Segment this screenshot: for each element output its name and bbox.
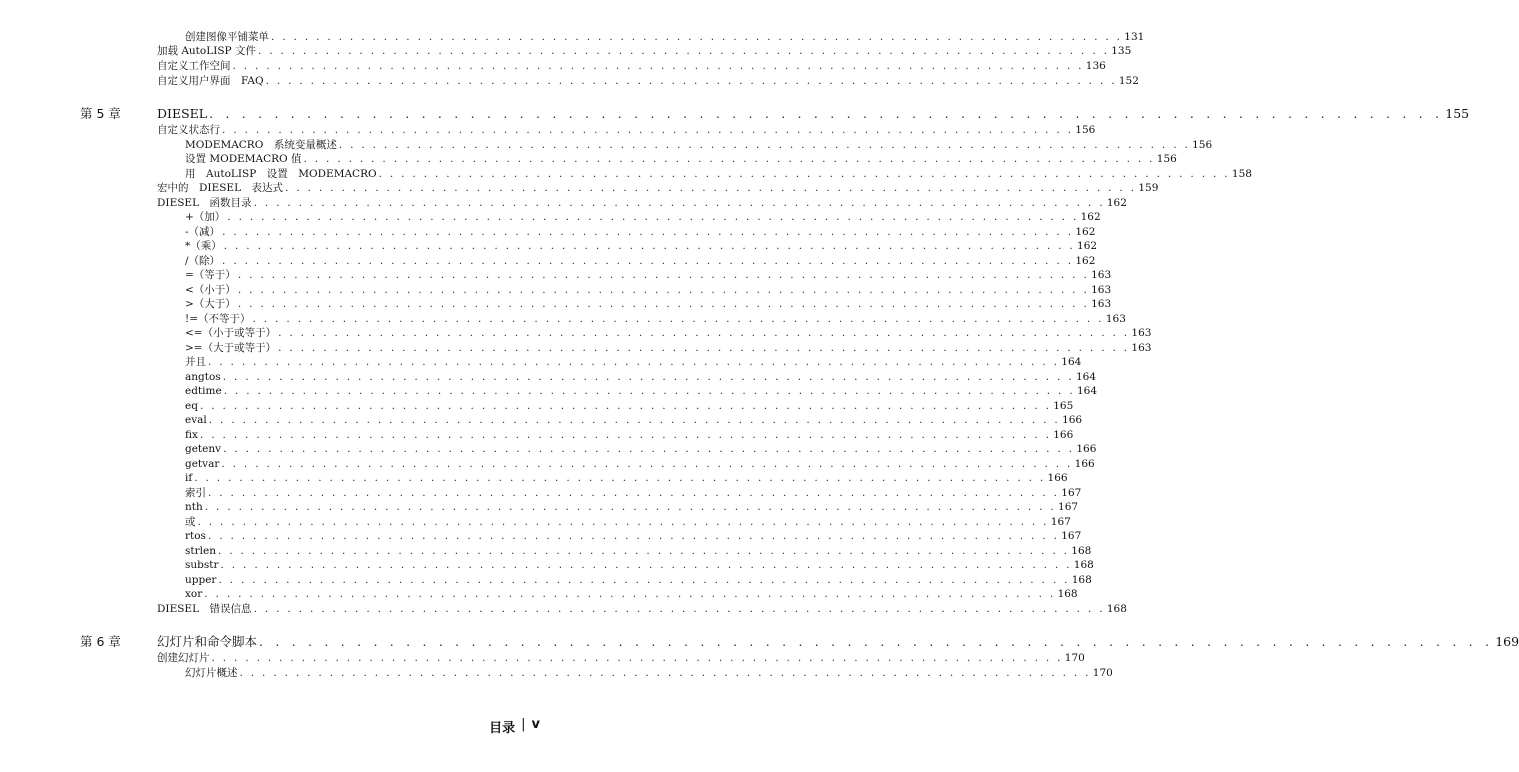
toc-entry[interactable] (185, 667, 1113, 679)
dot-leader: . . . . . . . . . . . . . . . . . . . . . . . . . . . . . . . . . . . . . . . . . . . . . . . . . . . . . . . . . . . . . . . . . . . . . . . . . . . . (220, 559, 1072, 571)
dot-leader: . . . . . . . . . . . . . . . . . . . . . . . . . . . . . . . . . . . . . . . . . . . . . . . . . . . . . . . . . . . . . . . . . . . . . . . . . . . . (222, 124, 1074, 136)
dot-leader: . . . . . . . . . . . . . . . . . . . . . . . . . . . . . . . . . . . . . . . . . . . . . . . . . . . . . . . . . . . . . . . . . . . . . . . . . . . . (232, 60, 1084, 72)
toc-entry-page: 167 (1061, 530, 1082, 542)
toc-entry-page: 168 (1106, 603, 1127, 615)
dot-leader: . . . . . . . . . . . . . . . . . . . . . . . . . . . . . . . . . . . . . . . . . . . . . . . . . . . . . . . . . . . . . . . . . . . . . . . . . . . . (378, 168, 1230, 180)
toc-entry-title: upper (185, 574, 217, 586)
dot-leader: . . . . . . . . . . . . . . . . . . . . . . . . . . . . . . . . . . . . . . . . . . . . . . . . . . . . . . . . . . . . . . . . . . . . . . . . . . . . (222, 255, 1074, 267)
toc-entry-title: <=（小于或等于） (185, 327, 277, 339)
toc-entry-page: 156 (1192, 139, 1213, 151)
toc-entry-page: 168 (1057, 588, 1078, 600)
dot-leader: . . . . . . . . . . . . . . . . . . . . . . . . . . . . . . . . . . . . . . . . . . . . . . . . . . . . . . . . . . . . . . . . . . . . . . . . . . . . (237, 284, 1090, 296)
dot-leader: . . . . . . . . . . . . . . . . . . . . . . . . . . . . . . . . . . . . . . . . . . . . . . . . . . . . . . . . . . . . . . . . . . . . . . . . . . . . (194, 472, 1046, 484)
dot-leader: . . . . . . . . . . . . . . . . . . . . . . . . . . . . . . . . . . . . . . . . . . . . . . . . . . . . . . . . . . . . . . . . . . . . . . . . . . . . (253, 197, 1105, 209)
toc-entry-page: 167 (1058, 501, 1079, 513)
toc-entry-page: 164 (1075, 371, 1097, 383)
chapter-label: 第 5 章 (80, 106, 121, 121)
toc-entry-title: rtos (185, 530, 206, 542)
toc-entry-title: xor (185, 588, 203, 600)
toc-entry-title: 并且 (185, 356, 206, 368)
toc-entry-title: 自定义用户界面 FAQ (157, 75, 264, 87)
toc-entry-page: 168 (1071, 574, 1092, 586)
dot-leader: . . . . . . . . . . . . . . . . . . . . . . . . . . . . . . . . . . . . . . . . . . . . . . . . . . . . . . . . . . . . . . . . . . . . . . . . . . . . (257, 45, 1110, 57)
toc-entry-page: 162 (1080, 211, 1101, 223)
dot-leader: . . . . . . . . . . . . . . . . . . . . . . . . . . . . . . . . . . . . . . . . . . . . . . . . . . . . . . . . . . . . . . . . . . . . . . . . . . . . (204, 588, 1056, 600)
toc-entry[interactable] (157, 75, 1139, 87)
toc-entry-page: 158 (1231, 168, 1252, 180)
toc-entry[interactable] (185, 487, 1082, 499)
toc-entry-page: 162 (1075, 255, 1096, 267)
dot-leader: . . . . . . . . . . . . . . . . . . . . . . . . . . . . . . . . . . . . . . . . . . . . . . . . . . . . . . . . . . . . . . . . . . . . . . . . . . . . (278, 342, 1130, 354)
toc-entry-title: getvar (185, 458, 220, 470)
toc-entry-title: 宏中的 DIESEL 表达式 (157, 182, 284, 194)
toc-entry-page: 168 (1071, 545, 1092, 557)
toc-entry-page: 169 (1495, 634, 1519, 649)
dot-leader: . . . . . . . . . . . . . . . . . . . . . . . . . . . . . . . . . . . . . . . . . . . . . . . . . . . . . . . . . . . . . . . . . . . . . . . . . . . . (208, 487, 1060, 499)
toc-entry-title: +（加） (185, 211, 226, 223)
toc-entry-title: fix (185, 429, 198, 441)
toc-entry-title: 幻灯片和命令脚本 (157, 634, 258, 649)
toc-entry[interactable] (157, 182, 1159, 194)
dot-leader: . . . . . . . . . . . . . . . . . . . . . . . . . . . . . . . . . . . . . . . . . . . . . . . . . . . . . . . . . . . . . . . . . . . . . . . . . . . . (218, 574, 1070, 586)
toc-entry[interactable] (185, 298, 1112, 310)
toc-entry-page: 162 (1077, 240, 1098, 252)
toc-entry-page: 159 (1138, 182, 1159, 194)
toc-entry-title: eval (185, 414, 207, 426)
toc-entry-title: =（等于） (185, 269, 236, 281)
toc-entry[interactable] (157, 124, 1096, 136)
dot-leader: . . . . . . . . . . . . . . . . . . . . . . . . . . . . . . . . . . . . . . . . . . . . . . . . . . . . . . . . . . . . . . . . . . . . . . . . . . . . (259, 634, 1494, 649)
toc-entry-title: strlen (185, 545, 216, 557)
toc-entry-page: 166 (1074, 458, 1095, 470)
toc-entry-page: 166 (1062, 414, 1083, 426)
toc-entry-page: 163 (1091, 269, 1112, 281)
toc-entry-page: 152 (1118, 75, 1139, 87)
dot-leader: . . . . . . . . . . . . . . . . . . . . . . . . . . . . . . . . . . . . . . . . . . . . . . . . . . . . . . . . . . . . . . . . . . . . . . . . . . . . (303, 153, 1155, 165)
toc-entry-title: /（除） (185, 255, 221, 267)
toc-entry-page: 156 (1075, 124, 1096, 136)
toc-entry-page: 170 (1064, 652, 1085, 664)
toc-entry-page: 166 (1076, 443, 1097, 455)
toc-entry[interactable] (185, 458, 1095, 470)
toc-entry-page: 167 (1050, 516, 1071, 528)
toc-entry[interactable] (185, 31, 1145, 43)
toc-entry-title: >=（大于或等于） (185, 342, 277, 354)
toc-entry[interactable] (185, 472, 1068, 484)
toc-entry-page: 135 (1111, 45, 1132, 57)
toc-entry[interactable] (185, 429, 1074, 441)
dot-leader: . . . . . . . . . . . . . . . . . . . . . . . . . . . . . . . . . . . . . . . . . . . . . . . . . . . . . . . . . . . . . . . . . . . . . . . . . . . . (223, 240, 1076, 252)
footer-separator: | (521, 717, 526, 732)
toc-entry-page: 155 (1445, 106, 1470, 121)
toc-entry[interactable] (185, 313, 1126, 325)
toc-entry[interactable] (185, 327, 1152, 339)
dot-leader: . . . . . . . . . . . . . . . . . . . . . . . . . . . . . . . . . . . . . . . . . . . . . . . . . . . . . . . . . . . . . . . . . . . . . . . . . . . . (221, 458, 1073, 470)
toc-entry-title: DIESEL 错误信息 (157, 603, 252, 615)
toc-entry[interactable] (185, 385, 1098, 397)
toc-entry-title: <（小于） (185, 284, 236, 296)
toc-entry[interactable] (185, 240, 1098, 252)
toc-entry-title: !=（不等于） (185, 313, 251, 325)
toc-entry[interactable] (157, 60, 1106, 72)
dot-leader: . . . . . . . . . . . . . . . . . . . . . . . . . . . . . . . . . . . . . . . . . . . . . . . . . . . . . . . . . . . . . . . . . . . . . . . . . . . . (278, 327, 1130, 339)
toc-entry[interactable] (157, 603, 1127, 615)
toc-entry[interactable] (185, 443, 1097, 455)
dot-leader: . . . . . . . . . . . . . . . . . . . . . . . . . . . . . . . . . . . . . . . . . . . . . . . . . . . . . . . . . . . . . . . . . . . . . . . . . . . . (338, 139, 1191, 151)
toc-entry-page: 162 (1075, 226, 1096, 238)
toc-entry[interactable] (185, 284, 1112, 296)
footer-page-number: v (531, 717, 540, 732)
dot-leader: . . . . . . . . . . . . . . . . . . . . . . . . . . . . . . . . . . . . . . . . . . . . . . . . . . . . . . . . . . . . . . . . . . . . . . . . . . . . (223, 385, 1075, 397)
toc-entry-title: 创建图像平铺菜单 (185, 31, 269, 43)
dot-leader: . . . . . . . . . . . . . . . . . . . . . . . . . . . . . . . . . . . . . . . . . . . . . . . . . . . . . . . . . . . . . . . . . . . . . . . . . . . . (199, 400, 1052, 412)
toc-entry-title: 或 (185, 516, 196, 528)
page-footer (489, 717, 540, 736)
dot-leader: . . . . . . . . . . . . . . . . . . . . . . . . . . . . . . . . . . . . . . . . . . . . . . . . . . . . . . . . . . . . . . . . . . . . . . . . . . . . (211, 652, 1063, 664)
dot-leader: . . . . . . . . . . . . . . . . . . . . . . . . . . . . . . . . . . . . . . . . . . . . . . . . . . . . . . . . . . . . . . . . . . . . . . . . . . . . (223, 443, 1075, 455)
toc-entry-page: 156 (1156, 153, 1177, 165)
toc-entry[interactable] (185, 559, 1094, 571)
toc-entry[interactable] (185, 342, 1152, 354)
toc-entry[interactable] (185, 356, 1082, 368)
toc-entry-title: nth (185, 501, 203, 513)
toc-entry[interactable] (157, 652, 1085, 664)
toc-entry-page: 163 (1131, 342, 1152, 354)
dot-leader: . . . . . . . . . . . . . . . . . . . . . . . . . . . . . . . . . . . . . . . . . . . . . . . . . . . . . . . . . . . . . . . . . . . . . . . . . . . . (208, 356, 1060, 368)
toc-chapter-entry[interactable] (157, 106, 1470, 121)
dot-leader: . . . . . . . . . . . . . . . . . . . . . . . . . . . . . . . . . . . . . . . . . . . . . . . . . . . . . . . . . . . . . . . . . . . . . . . . . . . . (285, 182, 1137, 194)
toc-entry-page: 167 (1061, 487, 1082, 499)
toc-entry[interactable] (185, 501, 1079, 513)
dot-leader: . . . . . . . . . . . . . . . . . . . . . . . . . . . . . . . . . . . . . . . . . . . . . . . . . . . . . . . . . . . . . . . . . . . . . . . . . . . . (208, 414, 1061, 426)
toc-entry-title: 设置 MODEMACRO 值 (185, 153, 302, 165)
toc-chapter-entry[interactable] (157, 634, 1519, 649)
footer-title: 目录 (489, 721, 516, 736)
toc-entry[interactable] (157, 197, 1127, 209)
dot-leader: . . . . . . . . . . . . . . . . . . . . . . . . . . . . . . . . . . . . . . . . . . . . . . . . . . . . . . . . . . . . . . . . . . . . . . . . . . . . (237, 269, 1090, 281)
toc-entry-title: DIESEL (157, 106, 208, 121)
toc-entry[interactable] (185, 255, 1096, 267)
toc-entry-page: 163 (1105, 313, 1126, 325)
toc-entry-title: 创建幻灯片 (157, 652, 210, 664)
toc-entry-title: 索引 (185, 487, 206, 499)
toc-entry[interactable] (185, 414, 1083, 426)
toc-entry-title: substr (185, 559, 219, 571)
toc-entry-page: 163 (1091, 298, 1112, 310)
toc-entry-page: 166 (1047, 472, 1068, 484)
toc-entry-page: 163 (1091, 284, 1112, 296)
dot-leader: . . . . . . . . . . . . . . . . . . . . . . . . . . . . . . . . . . . . . . . . . . . . . . . . . . . . . . . . . . . . . . . . . . . . . . . . . . . . (265, 75, 1117, 87)
toc-entry-title: getenv (185, 443, 222, 455)
dot-leader: . . . . . . . . . . . . . . . . . . . . . . . . . . . . . . . . . . . . . . . . . . . . . . . . . . . . . . . . . . . . . . . . . . . . . . . . . . . . (199, 429, 1052, 441)
toc-entry-title: 加载 AutoLISP 文件 (157, 45, 256, 57)
toc-entry-page: 164 (1076, 385, 1098, 397)
toc-entry-page: 170 (1092, 667, 1113, 679)
toc-entry-page: 168 (1073, 559, 1094, 571)
toc-entry-title: angtos (185, 371, 221, 383)
dot-leader: . . . . . . . . . . . . . . . . . . . . . . . . . . . . . . . . . . . . . . . . . . . . . . . . . . . . . . . . . . . . . . . . . . . . . . . . . . . . (204, 501, 1057, 513)
toc-entry-title: edtime (185, 385, 222, 397)
toc-entry[interactable] (185, 226, 1096, 238)
toc-entry-title: -（减） (185, 226, 221, 238)
dot-leader: . . . . . . . . . . . . . . . . . . . . . . . . . . . . . . . . . . . . . . . . . . . . . . . . . . . . . . . . . . . . . . . . . . . . . . . . . . . . (222, 371, 1074, 383)
toc-entry-title: eq (185, 400, 198, 412)
toc-entry[interactable] (185, 400, 1074, 412)
toc-entry[interactable] (185, 371, 1097, 383)
toc-entry[interactable] (185, 153, 1177, 165)
toc-entry-title: 自定义工作空间 (157, 60, 231, 72)
toc-entry-page: 136 (1085, 60, 1106, 72)
toc-entry-title: 幻灯片概述 (185, 667, 238, 679)
toc-entry[interactable] (185, 574, 1092, 586)
dot-leader: . . . . . . . . . . . . . . . . . . . . . . . . . . . . . . . . . . . . . . . . . . . . . . . . . . . . . . . . . . . . . . . . . . . . . . . . . . . . (271, 31, 1123, 43)
toc-entry-title: >（大于） (185, 298, 236, 310)
toc-entry[interactable] (185, 530, 1082, 542)
dot-leader: . . . . . . . . . . . . . . . . . . . . . . . . . . . . . . . . . . . . . . . . . . . . . . . . . . . . . . . . . . . . . . . . . . . . . . . . . . . . (252, 313, 1104, 325)
toc-entry[interactable] (185, 211, 1101, 223)
toc-entry-page: 162 (1106, 197, 1127, 209)
dot-leader: . . . . . . . . . . . . . . . . . . . . . . . . . . . . . . . . . . . . . . . . . . . . . . . . . . . . . . . . . . . . . . . . . . . . . . . . . . . . (217, 545, 1070, 557)
chapter-label: 第 6 章 (80, 634, 121, 649)
toc-entry-page: 164 (1061, 356, 1082, 368)
toc-entry[interactable] (185, 269, 1112, 281)
dot-leader: . . . . . . . . . . . . . . . . . . . . . . . . . . . . . . . . . . . . . . . . . . . . . . . . . . . . . . . . . . . . . . . . . . . . . . . . . . . . (237, 298, 1090, 310)
toc-entry[interactable] (185, 516, 1071, 528)
dot-leader: . . . . . . . . . . . . . . . . . . . . . . . . . . . . . . . . . . . . . . . . . . . . . . . . . . . . . . . . . . . . . . . . . . . . . . . . . . . . (209, 106, 1444, 121)
toc-entry[interactable] (185, 139, 1213, 151)
dot-leader: . . . . . . . . . . . . . . . . . . . . . . . . . . . . . . . . . . . . . . . . . . . . . . . . . . . . . . . . . . . . . . . . . . . . . . . . . . . . (239, 667, 1091, 679)
toc-entry-title: 自定义状态行 (157, 124, 220, 136)
dot-leader: . . . . . . . . . . . . . . . . . . . . . . . . . . . . . . . . . . . . . . . . . . . . . . . . . . . . . . . . . . . . . . . . . . . . . . . . . . . . (222, 226, 1074, 238)
toc-entry[interactable] (185, 588, 1078, 600)
toc-entry[interactable] (185, 168, 1252, 180)
toc-entry[interactable] (157, 45, 1132, 57)
toc-entry[interactable] (185, 545, 1092, 557)
toc-entry-page: 131 (1124, 31, 1145, 43)
toc-entry-title: if (185, 472, 193, 484)
toc-entry-title: MODEMACRO 系统变量概述 (185, 139, 337, 151)
toc-entry-title: *（乘） (185, 240, 222, 252)
dot-leader: . . . . . . . . . . . . . . . . . . . . . . . . . . . . . . . . . . . . . . . . . . . . . . . . . . . . . . . . . . . . . . . . . . . . . . . . . . . . (253, 603, 1105, 615)
toc-entry-page: 165 (1053, 400, 1074, 412)
toc-entry-page: 163 (1131, 327, 1152, 339)
dot-leader: . . . . . . . . . . . . . . . . . . . . . . . . . . . . . . . . . . . . . . . . . . . . . . . . . . . . . . . . . . . . . . . . . . . . . . . . . . . . (197, 516, 1049, 528)
dot-leader: . . . . . . . . . . . . . . . . . . . . . . . . . . . . . . . . . . . . . . . . . . . . . . . . . . . . . . . . . . . . . . . . . . . . . . . . . . . . (207, 530, 1060, 542)
toc-entry-title: 用 AutoLISP 设置 MODEMACRO (185, 168, 377, 180)
toc-entry-page: 166 (1053, 429, 1074, 441)
dot-leader: . . . . . . . . . . . . . . . . . . . . . . . . . . . . . . . . . . . . . . . . . . . . . . . . . . . . . . . . . . . . . . . . . . . . . . . . . . . . (227, 211, 1079, 223)
toc-entry-title: DIESEL 函数目录 (157, 197, 252, 209)
